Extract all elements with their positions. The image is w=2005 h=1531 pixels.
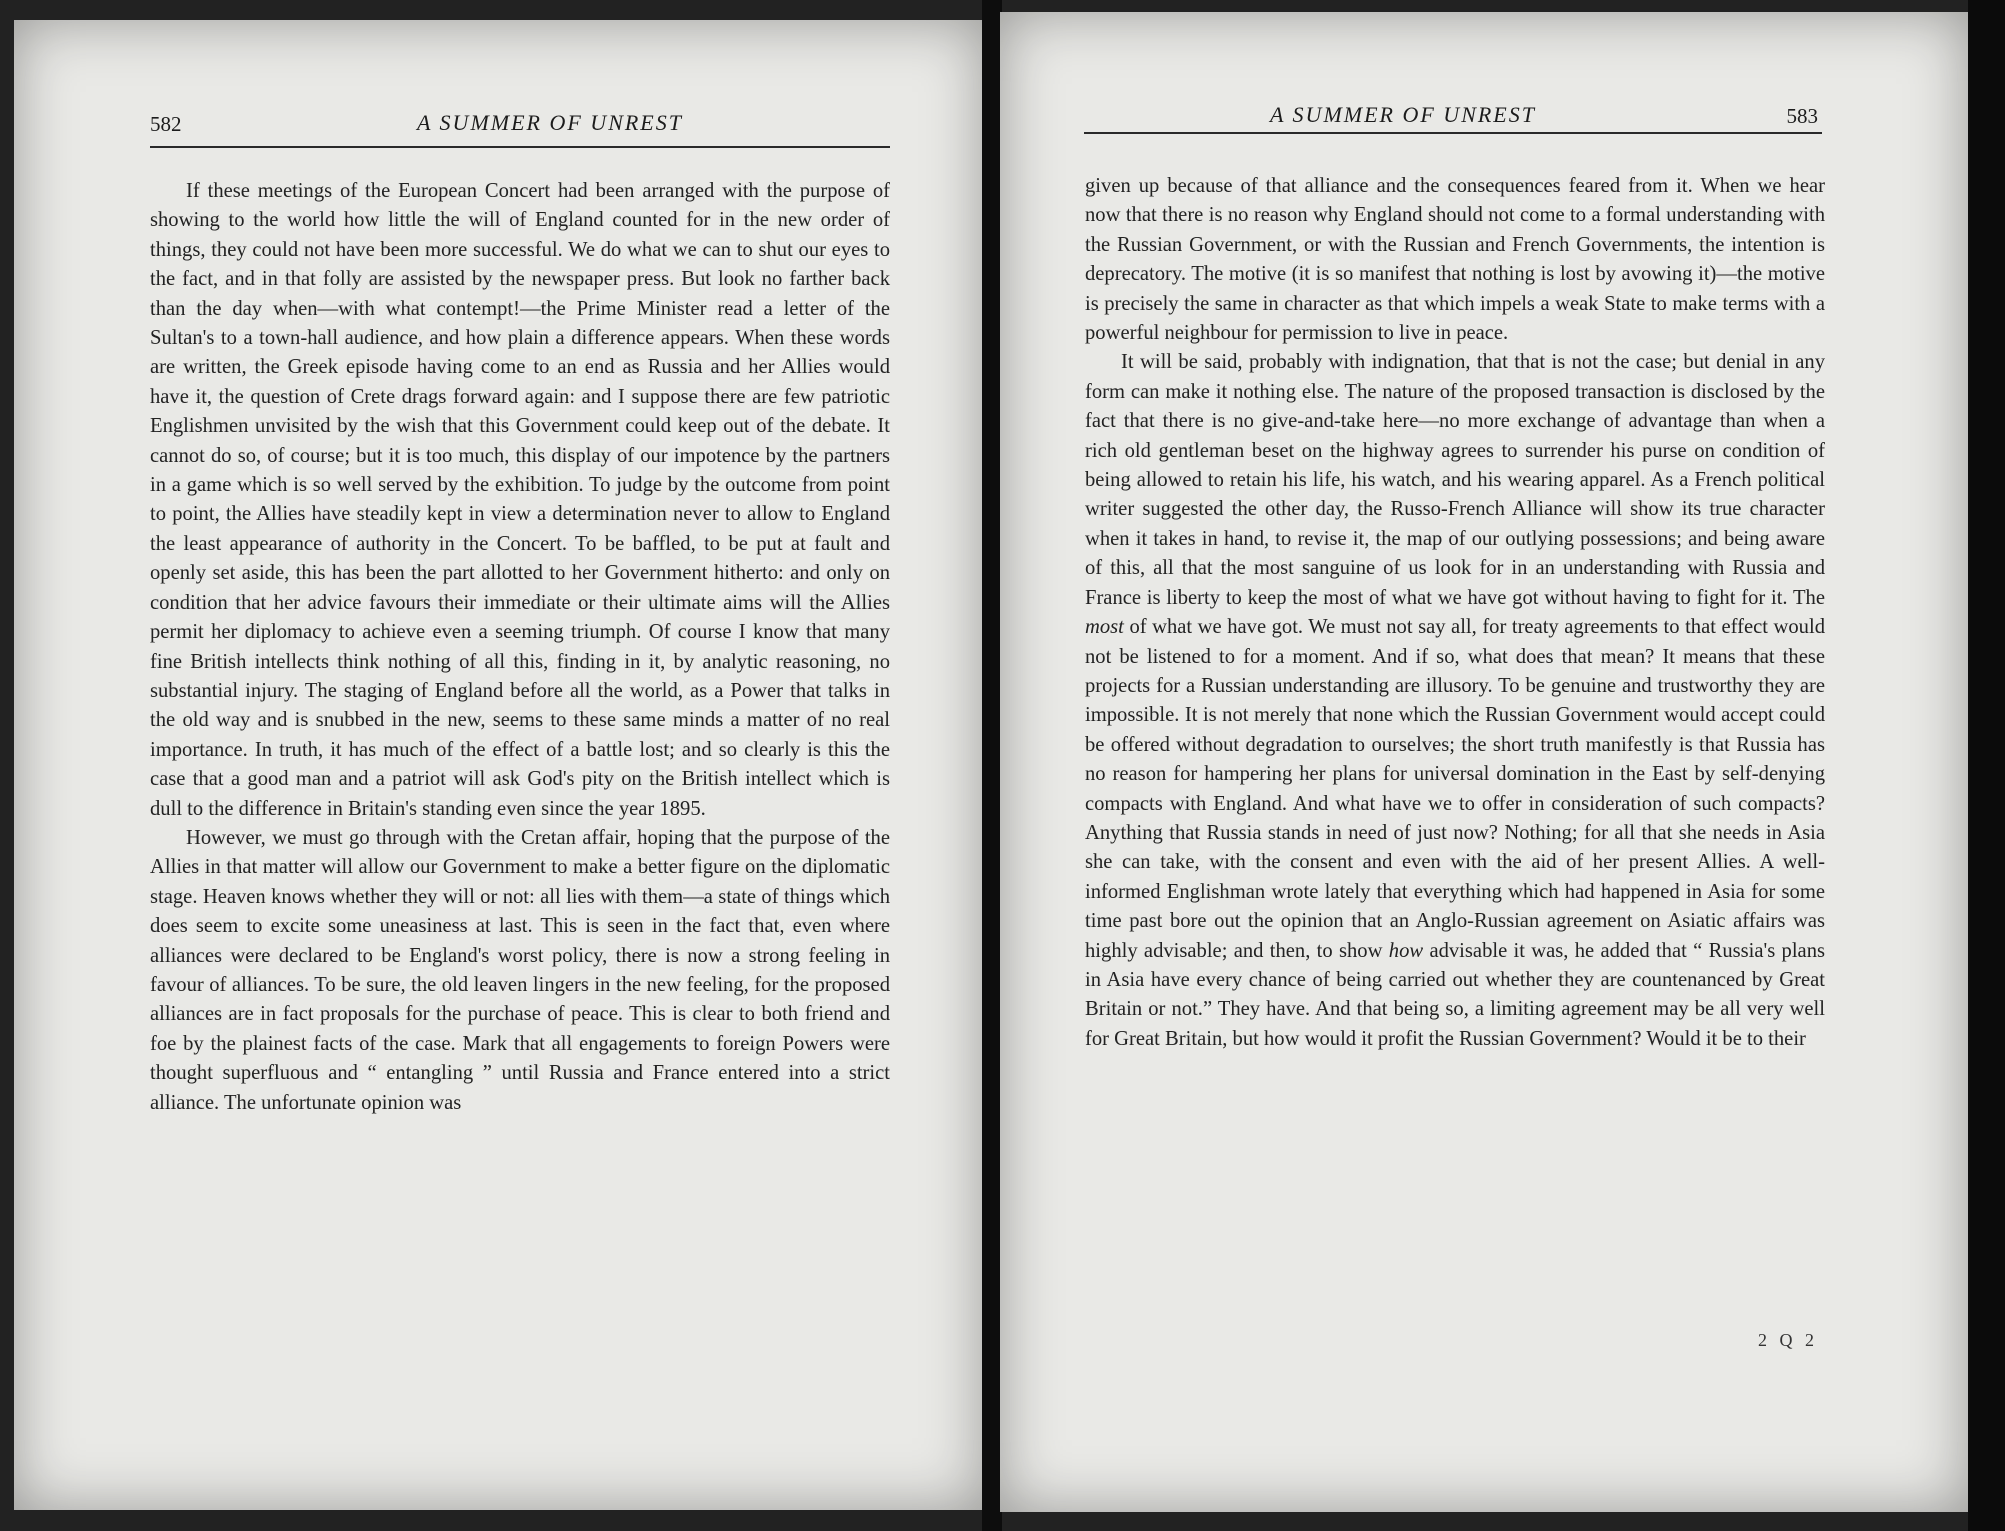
left-header-rule xyxy=(150,146,890,148)
right-paragraph-2 xyxy=(1085,348,1825,1054)
left-paragraph-2: However, we must go through with the Cretan affair, hoping that the purpose of the Allies in that matter will allow our Government to make a better figure on the diplomatic stage. Heaven knows whether they will or not: all lies with them—a state of things which does seem to excite some uneasiness at last. This is seen in the fact that, even where alliances were declared to be England's worst policy, there is now a strong feeling in favour of alliances. To be sure, the old leaven lingers in the new feeling, for the proposed alliances are in fact proposals for the purchase of peace. This is clear to both friend and foe by the plainest facts of the case. Mark that all engagements to foreign Powers were thought superfluous and “ entangling ” until Russia and France entered into a strict alliance. The unfortunate opinion was xyxy=(150,826,890,1114)
right-paragraph-2-part-3: advisable it was, he added that “ Russia's plans in Asia have every chance of being carried out whether they are countenanced by Great Britain or not.” They have. And that being so, a limiting agreement may be all very well for Great Britain, but how would it profit the Russian Government? Would it be to their xyxy=(1085,939,1826,1050)
left-page-number: 582 xyxy=(150,112,182,136)
right-paragraph-1: given up because of that alliance and the consequences feared from it. When we hear now that there is no reason why England should not come to a formal understanding with the Russian Government, or with the Russian and French Governments, the intention is deprecatory. The motive (it is so manifest that nothing is lost by avowing it)—the motive is precisely the same in character as that which impels a weak State to make terms with a powerful neighbour for permission to live in peace. xyxy=(1085,175,1825,345)
italic-most: most xyxy=(1085,616,1124,639)
signature-mark: 2 Q 2 xyxy=(1758,1330,1818,1350)
italic-how: how xyxy=(1388,939,1424,962)
right-header-rule xyxy=(1084,132,1822,134)
right-paragraph-2-part-1: It will be said, probably with indignation, that that is not the case; but denial in any form can make it nothing else. The nature of the proposed transaction is disclosed by the fact that there is no give-and-take here—no more exchange of advantage than when a rich old gentleman beset on the highway agrees to surrender his purse on condition of being allowed to retain his life, his watch, and his wearing apparel. As a French political writer suggested the other day, the Russo-French Alliance will show its true character when it takes in hand, to revise it, the map of our outlying possessions; and being aware of this, all that the most sanguine of us look for in an understanding with Russia and France is liberty to keep the most of what we have got without having to fight for it. The xyxy=(1085,351,1825,609)
left-running-head: A SUMMER OF UNREST xyxy=(417,110,683,135)
right-scan-edge xyxy=(1968,0,2005,1531)
right-page-number: 583 xyxy=(1786,104,1818,128)
right-page-header xyxy=(1078,100,1818,140)
right-paragraph-2-part-2: of what we have got. We must not say all, for treaty agreements to that effect would not be listened to for a moment. And if so, what does that mean? It means that these projects for a Russian understanding are illusory. To be genuine and trustworthy they are impossible. It is not merely that none which the Russian Government would accept could be offered without degradation to ourselves; the short truth manifestly is that Russia has no reason for hampering her plans for universal domination in the East by self-denying compacts with England. And what have we to offer in consideration of such compacts? Anything that Russia stands in need of just now? Nothing; for all that she needs in Asia she can take, with the consent and even with the aid of her present Allies. A well-informed Englishman wrote lately that everything which had happened in Asia for some time past bore out the opinion that an Anglo-Russian agreement on Asiatic affairs was highly advisable; and then, to show xyxy=(1085,616,1825,962)
right-running-head: A SUMMER OF UNREST xyxy=(1270,102,1536,127)
left-page-body xyxy=(150,177,890,1118)
book-gutter xyxy=(982,0,1002,1531)
left-page-header xyxy=(150,108,890,148)
left-paragraph-1: If these meetings of the European Concert had been arranged with the purpose of showing to the world how little the will of England counted for in the new order of things, they could not have been more successful. We do what we can to shut our eyes to the fact, and in that folly are assisted by the newspaper press. But look no farther back than the day when—with what contempt!—the Prime Minister read a letter of the Sultan's to a town-hall audience, and how plain a difference appears. When these words are written, the Greek episode having come to an end as Russia and her Allies would have it, the question of Crete drags forward again: and I suppose there are few patriotic Englishmen unvisited by the wish that this Government could keep out of the debate. It cannot do so, of course; but it is too much, this display of our impotence by the partners in a game which is so well served by the exhibition. To judge by the outcome from point to point, the Allies have steadily kept in view a determination never to allow to England the least appearance of authority in the Concert. To be baffled, to be put at fault and openly set aside, this has been the part allotted to her Government hitherto: and only on condition that her advice favours their immediate or their ultimate aims will the Allies permit her diplomacy to achieve even a seeming triumph. Of course I know that many fine British intellects think nothing of all this, finding in it, by analytic reasoning, no substantial injury. The staging of England before all the world, as a Power that talks in the old way and is snubbed in the new, seems to these same minds a matter of no real importance. In truth, it has much of the effect of a battle lost; and so clearly is this the case that a good man and a patriot will ask God's pity on the British intellect which is dull to the difference in Britain's standing even since the year 1895. xyxy=(150,180,890,820)
left-page xyxy=(14,20,984,1510)
right-page xyxy=(1000,12,1968,1512)
right-page-body xyxy=(1085,172,1825,1054)
